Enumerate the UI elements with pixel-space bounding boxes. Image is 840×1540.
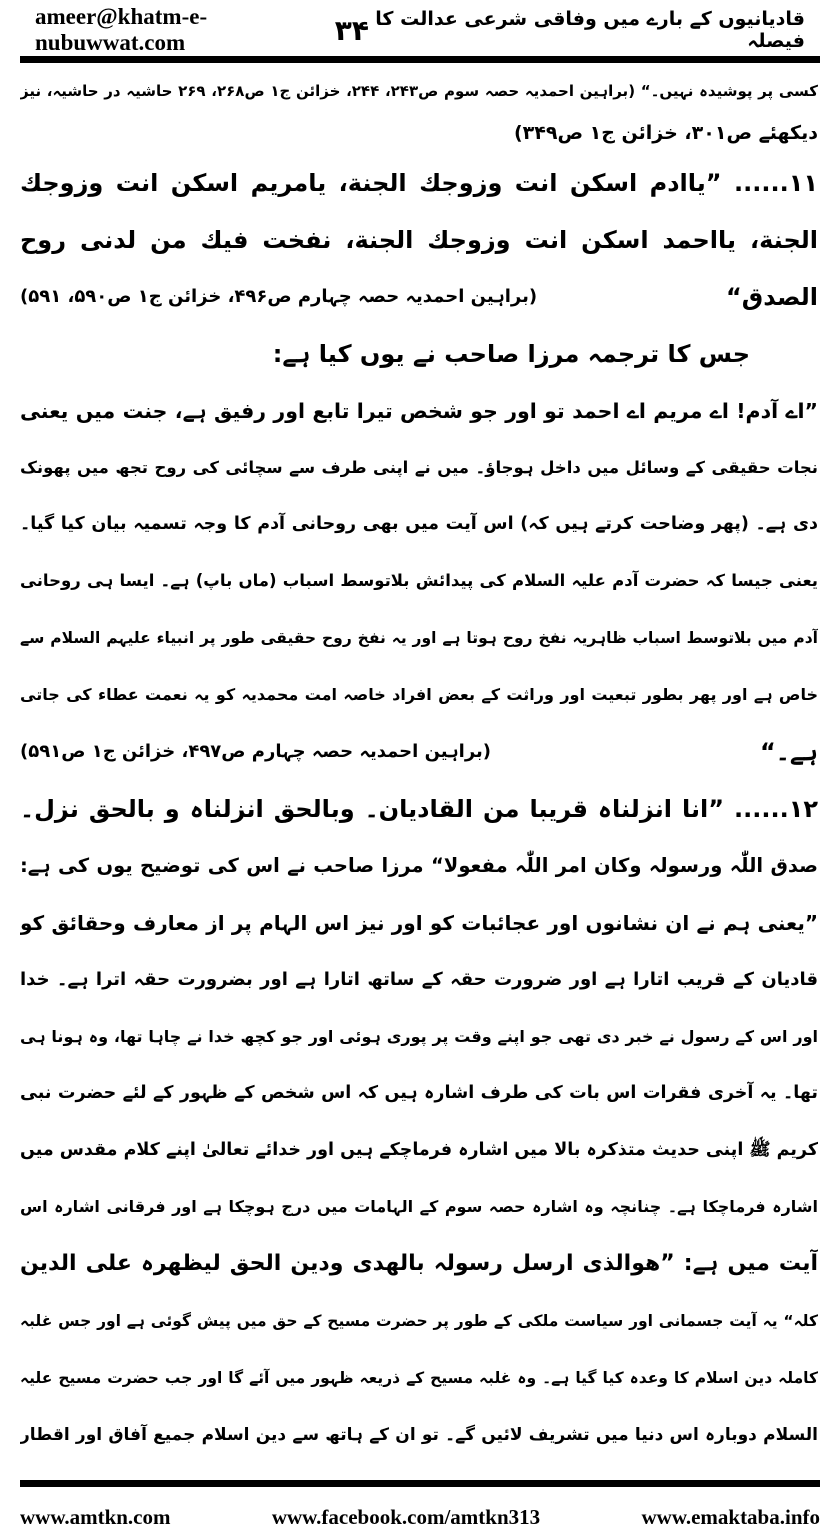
text-line: آدم میں بلاتوسط اسباب ظاہریہ نفخ روح ہوتا ہے اور یہ نفخ روح حقیقی طور پر انبیاء علیہم السلام سے <box>20 629 818 648</box>
header-rule <box>20 56 820 63</box>
page-number: ۳۴ <box>334 13 369 47</box>
page-header <box>35 4 805 55</box>
line-text: الصدق“ <box>726 282 818 311</box>
text-line: ”یعنی ہم نے ان نشانوں اور عجائبات کو اور نیز اس الہام پر از معارف وحقائق کو <box>20 910 818 935</box>
text-line: اور اس کے رسول نے خبر دی تھی جو اپنے وقت پر پوری ہوئی اور جو کچھ خدا نے چاہا تھا، وہ ہونا ہی <box>20 1026 818 1046</box>
text-line: کلہ“ یہ آیت جسمانی اور سیاست ملکی کے طور پر حضرت مسیح کے حق میں پیش گوئی ہے اور جس غلبہ <box>20 1312 818 1330</box>
text-line: دی ہے۔ (پھر وضاحت کرتے ہیں کہ) اس آیت میں بھی روحانی آدم کا وجہ تسمیہ بیان کیا گیا۔ <box>20 514 818 535</box>
text-line <box>20 274 818 320</box>
text-line <box>20 729 818 775</box>
text-line: قادیان کے قریب اتارا ہے اور ضرورت حقہ کے ساتھ اتارا ہے اور بضرورت حقہ اترا ہے۔ خدا <box>20 968 818 990</box>
text-line: السلام دوبارہ اس دنیا میں تشریف لائیں گے۔ تو ان کے ہاتھ سے دین اسلام جمیع آفاق اور اقطار <box>20 1424 818 1445</box>
text-line: خاص ہے اور پھر بطور تبعیت اور وراثت کے بعض افراد خاصہ امت محمدیہ کو یہ نعمت عطاء کی جاتی <box>20 685 818 705</box>
text-line: ۱۲...... ”انا انزلناہ قریبا من القادیان۔ وبالحق انزلناہ و بالحق نزل۔ <box>20 794 818 823</box>
text-line: دیکھئے ص۳۰۱، خزائن ج۱ ص۳۴۹) <box>513 122 818 144</box>
text-line: تھا۔ یہ آخری فقرات اس بات کی طرف اشارہ ہیں کہ اس شخص کے ظہور کے لئے حضرت نبی <box>20 1083 818 1104</box>
text-line: صدق اللّٰہ ورسولہ وکان امر اللّٰہ مفعولا“ مرزا صاحب نے اس کی توضیح یوں کی ہے: <box>20 853 818 877</box>
text-line: آیت میں ہے: ”ھوالذی ارسل رسولہ بالھدی ودین الحق لیظھرہ علی الدین <box>20 1251 818 1277</box>
text-line: جس کا ترجمہ مرزا صاحب نے یوں کیا ہے: <box>272 339 750 368</box>
citation: (براہین احمدیہ حصہ چہارم ص۴۹۷، خزائن ج۱ ص۵۹۱) <box>20 741 492 762</box>
footer-link-amtkn[interactable]: www.amtkn.com <box>20 1505 171 1529</box>
line-text: ہے۔“ <box>760 738 818 766</box>
text-line: ۱۱...... ”یاادم اسکن انت وزوجك الجنة، یامریم اسکن انت وزوجك <box>20 169 818 197</box>
text-line: نجات حقیقی کے وسائل میں داخل ہوجاؤ۔ میں نے اپنی طرف سے سچائی کی روح تجھ میں پھونک <box>20 457 818 477</box>
header-email: ameer@khatm-e-nubuwwat.com <box>35 4 208 55</box>
page-footer <box>20 1505 820 1530</box>
text-line: کسی پر پوشیدہ نہیں۔“ (براہین احمدیہ حصہ سوم ص۲۴۳، ۲۴۴، خزائن ج۱ ص۲۶۸، ۲۶۹ حاشیہ در حاشیہ، نیز <box>20 82 818 100</box>
citation: (براہین احمدیہ حصہ چہارم ص۴۹۶، خزائن ج۱ ص۵۹۰، ۵۹۱) <box>20 285 538 307</box>
book-title: قادیانیوں کے بارے میں وفاقی شرعی عدالت کا فیصلہ <box>375 8 805 52</box>
text-line: اشارہ فرماچکا ہے۔ چنانچہ وہ اشارہ حصہ سوم کے الہامات میں درج ہوچکا ہے اور فرقانی اشارہ اس <box>20 1197 818 1217</box>
footer-link-facebook[interactable]: www.facebook.com/amtkn313 <box>271 1505 541 1529</box>
text-line: کریم ﷺ اپنی حدیث متذکرہ بالا میں اشارہ فرماچکے ہیں اور خدائے تعالیٰ اپنے کلام مقدس میں <box>20 1140 818 1161</box>
footer-link-emaktaba[interactable]: www.emaktaba.info <box>641 1505 820 1529</box>
text-line: کاملہ دین اسلام کا وعدہ کیا گیا ہے۔ وہ غلبہ مسیح کے ذریعہ ظہور میں آئے گا اور جب حضرت مسیح علیہ <box>20 1368 818 1387</box>
text-line: الجنة، یااحمد اسکن انت وزوجك الجنة، نفخت فیك من لدنی روح <box>20 225 818 254</box>
text-line: ”اے آدم! اے مریم اے احمد تو اور جو شخص تیرا تابع اور رفیق ہے، جنت میں یعنی <box>20 398 818 423</box>
footer-rule <box>20 1480 820 1487</box>
text-line: یعنی جیسا کہ حضرت آدم علیہ السلام کی پیدائش بلاتوسط اسباب (ماں باپ) ہے۔ ایسا ہی روحانی <box>20 571 818 591</box>
